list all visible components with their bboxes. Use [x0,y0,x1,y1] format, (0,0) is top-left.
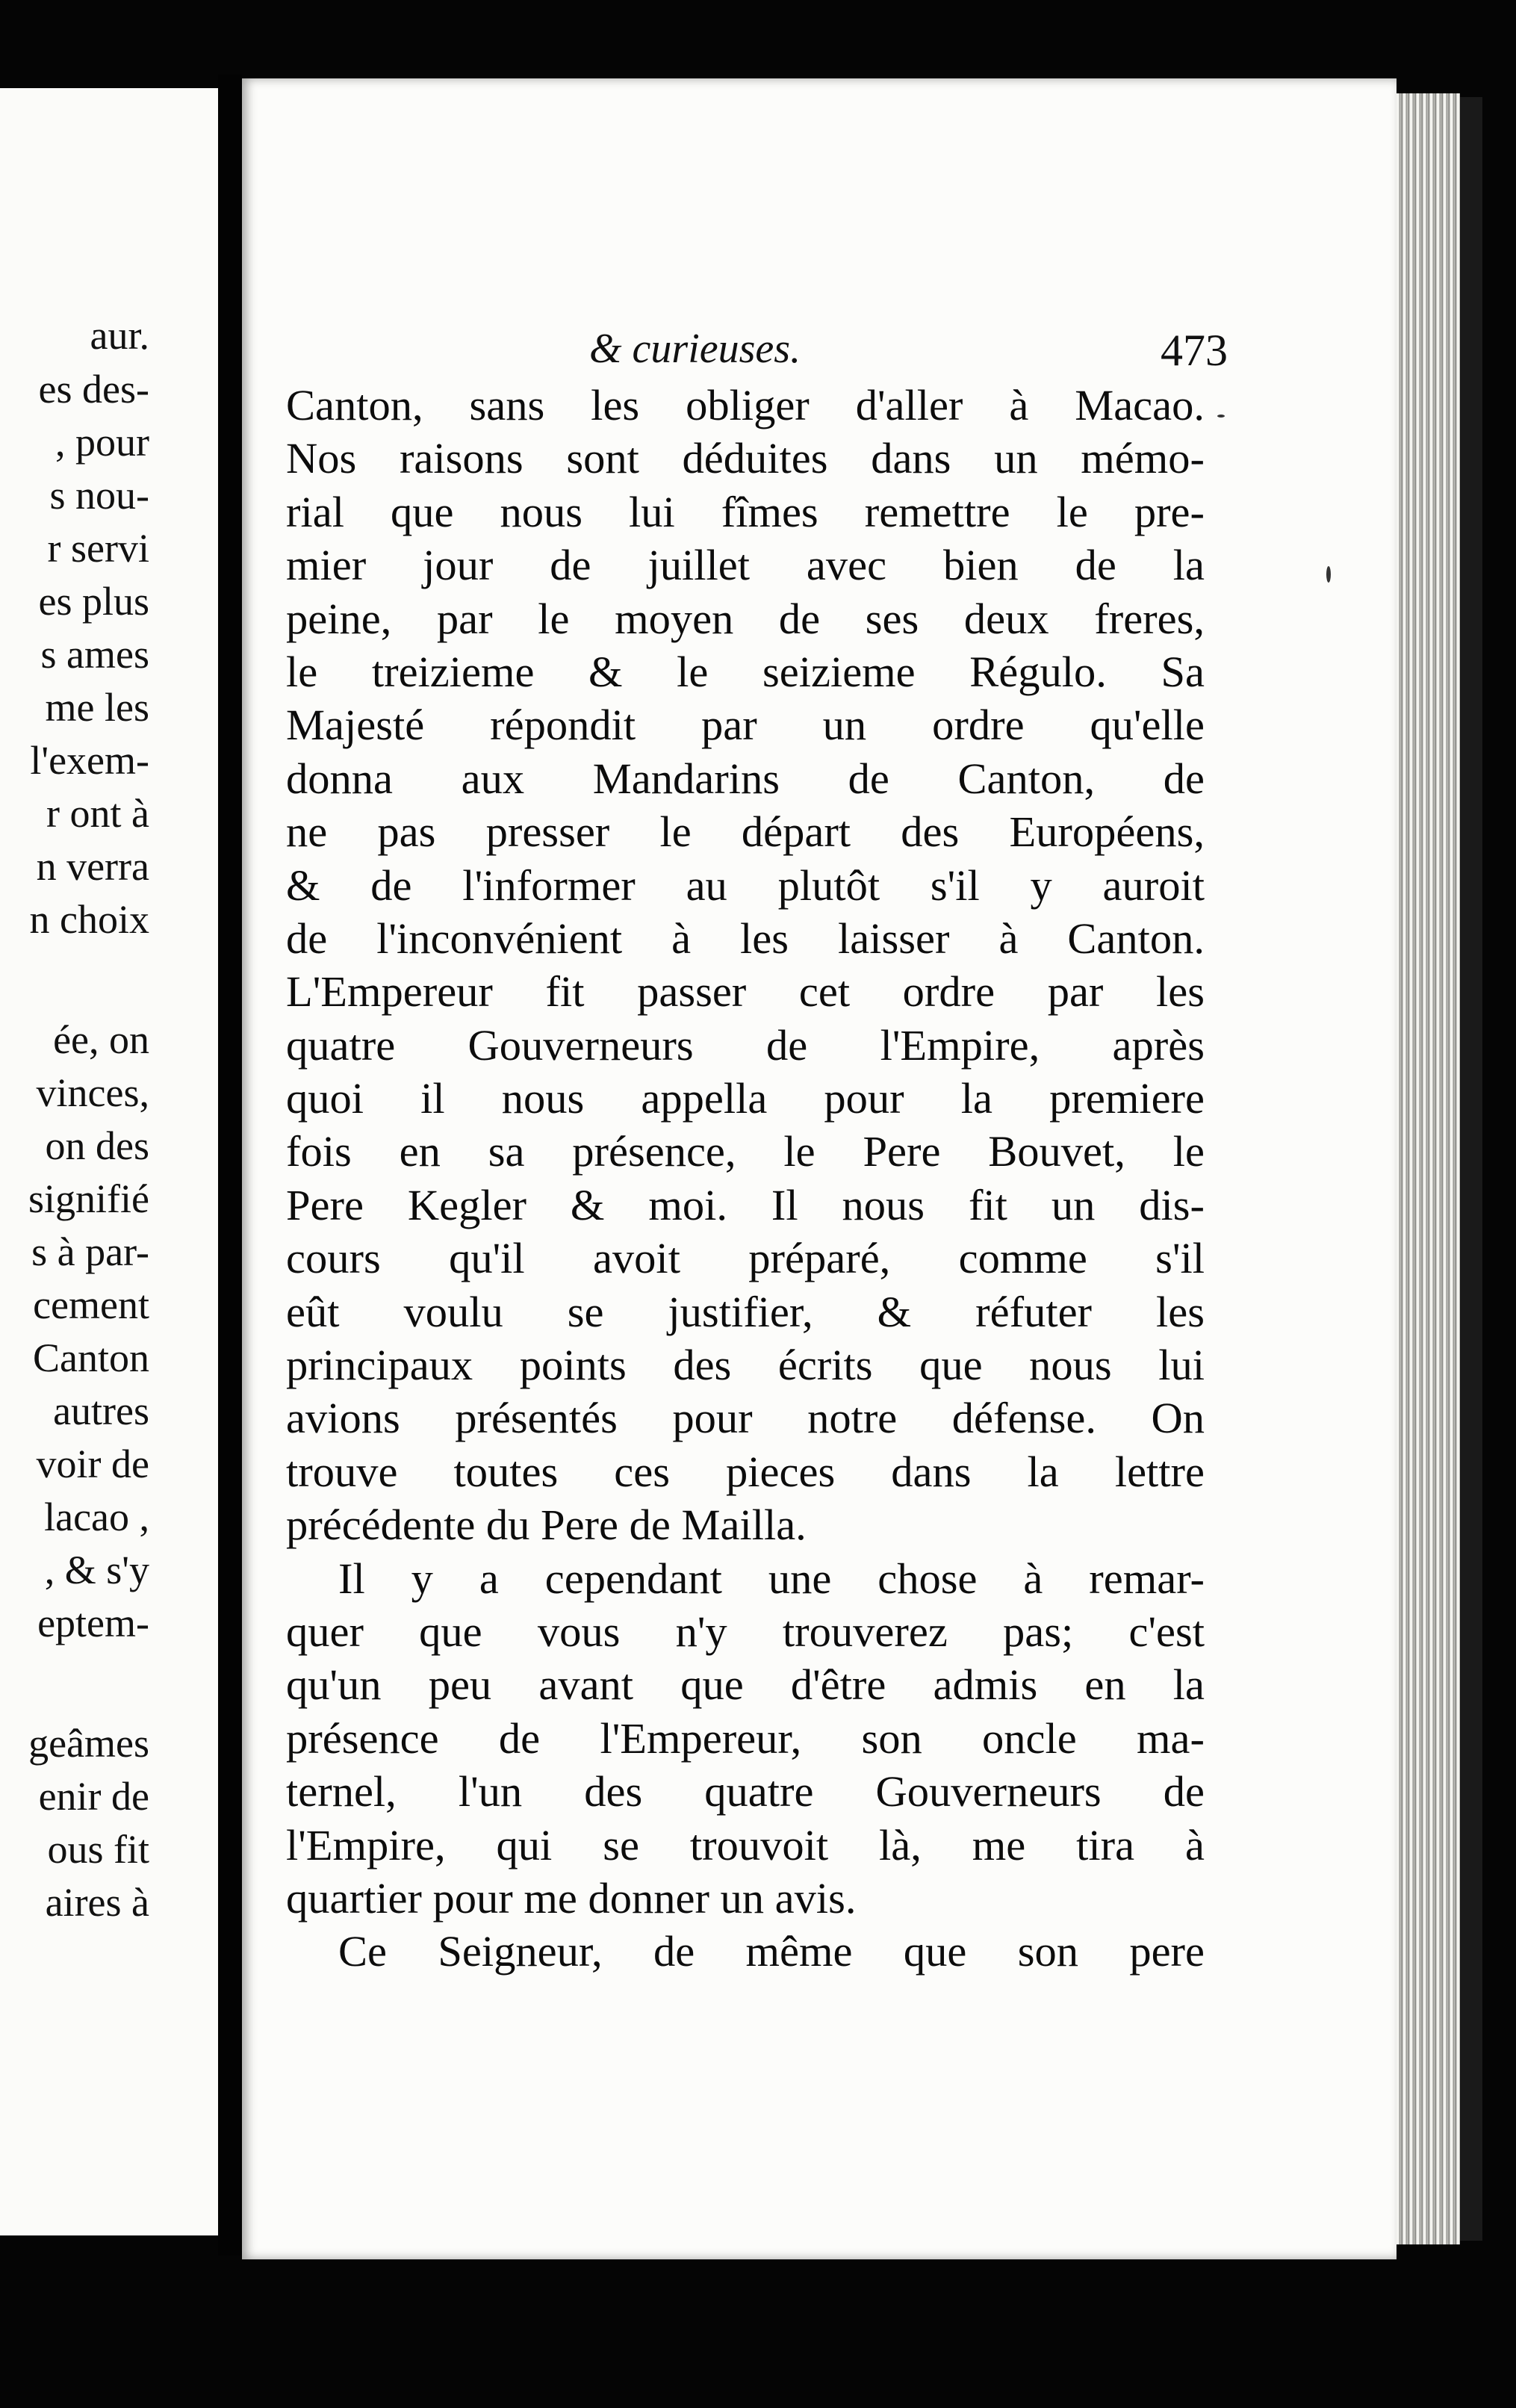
text-line: cours qu'il avoit préparé, comme s'il [286,1234,1205,1283]
left-line: eptem- [37,1601,149,1645]
text-line: mier jour de juillet avec bien de la [286,541,1205,590]
text-line: peine, par le moyen de ses deux freres, [286,594,1205,643]
text-line: Majesté répondit par un ordre qu'elle [286,701,1205,750]
stacked-page-edges [1397,93,1460,2244]
left-line: ée, on [53,1017,149,1062]
text-line: avions présentés pour notre défense. On [286,1394,1205,1443]
text-line: quartier pour me donner un avis. [286,1873,857,1923]
left-line: s à par- [31,1229,149,1274]
right-page [242,78,1397,2259]
left-line: es plus [38,579,149,624]
left-line: vinces, [36,1070,149,1115]
left-line: s nou- [49,473,149,518]
text-line: qu'un peu avant que d'être admis en la [286,1660,1205,1710]
text-line: précédente du Pere de Mailla. [286,1501,807,1550]
left-line: signifié [28,1176,149,1221]
body-text [286,379,1205,1979]
left-line: autres [53,1388,149,1433]
page-header [242,325,1397,385]
left-line: , & s'y [44,1548,149,1592]
paper-speck [1217,415,1225,418]
paper-speck [1326,566,1331,583]
text-line: L'Empereur fit passer cet ordre par les [286,967,1205,1017]
left-line: voir de [36,1442,149,1486]
left-line: es des- [38,367,149,412]
left-line: , pour [55,420,149,465]
left-line: lacao , [44,1495,149,1539]
text-line: Pere Kegler & moi. Il nous fit un dis- [286,1180,1205,1229]
text-line: trouve toutes ces pieces dans la lettre [286,1447,1205,1496]
page-number: 473 [1161,326,1228,375]
text-line: principaux points des écrits que nous lui [286,1341,1205,1390]
text-line: Canton, sans les obliger d'aller à Macao. [286,381,1205,429]
left-line: aires à [45,1880,149,1925]
left-line: n choix [29,897,149,942]
text-line: de l'inconvénient à les laisser à Canton. [286,913,1205,963]
left-page-fragment [0,88,223,2235]
text-line: fois en sa présence, le Pere Bouvet, le [286,1127,1205,1176]
text-line: présence de l'Empereur, son oncle ma- [286,1713,1205,1763]
left-line: geâmes [28,1721,149,1766]
left-line: Canton [33,1335,149,1380]
text-line: Nos raisons sont déduites dans un mémo- [286,434,1205,483]
left-line: ous fit [47,1827,149,1872]
left-line: r ont à [46,791,149,836]
left-line: enir de [38,1774,149,1819]
left-line: cement [33,1282,149,1327]
left-line: aur. [90,313,149,358]
text-line: quatre Gouverneurs de l'Empire, après [286,1020,1205,1070]
text-line: ne pas presser le départ des Européens, [286,807,1205,857]
left-line: l'exem- [30,738,149,783]
book-edge-shadow [1460,97,1482,2241]
left-line: on des [45,1123,149,1168]
text-line: Ce Seigneur, de même que son pere [338,1927,1205,1976]
text-line: quoi il nous appella pour la premiere [286,1074,1205,1123]
text-line: l'Empire, qui se trouvoit là, me tira à [286,1820,1205,1869]
left-line: r servi [47,526,149,571]
text-line: le treizieme & le seizieme Régulo. Sa [286,647,1205,696]
left-line: n verra [36,844,149,889]
book-gutter [218,75,242,2256]
text-line: ternel, l'un des quatre Gouverneurs de [286,1767,1205,1816]
text-line: Il y a cependant une chose à remar- [338,1554,1205,1603]
left-line: s ames [40,632,149,677]
left-line: me les [45,685,149,730]
text-line: donna aux Mandarins de Canton, de [286,754,1205,803]
text-line: rial que nous lui fîmes remettre le pre- [286,487,1205,536]
text-line: quer que vous n'y trouverez pas; c'est [286,1607,1205,1656]
text-line: & de l'informer au plutôt s'il y auroit [286,860,1205,910]
running-head: & curieuses. [589,326,801,372]
text-line: eût voulu se justifier, & réfuter les [286,1287,1205,1336]
